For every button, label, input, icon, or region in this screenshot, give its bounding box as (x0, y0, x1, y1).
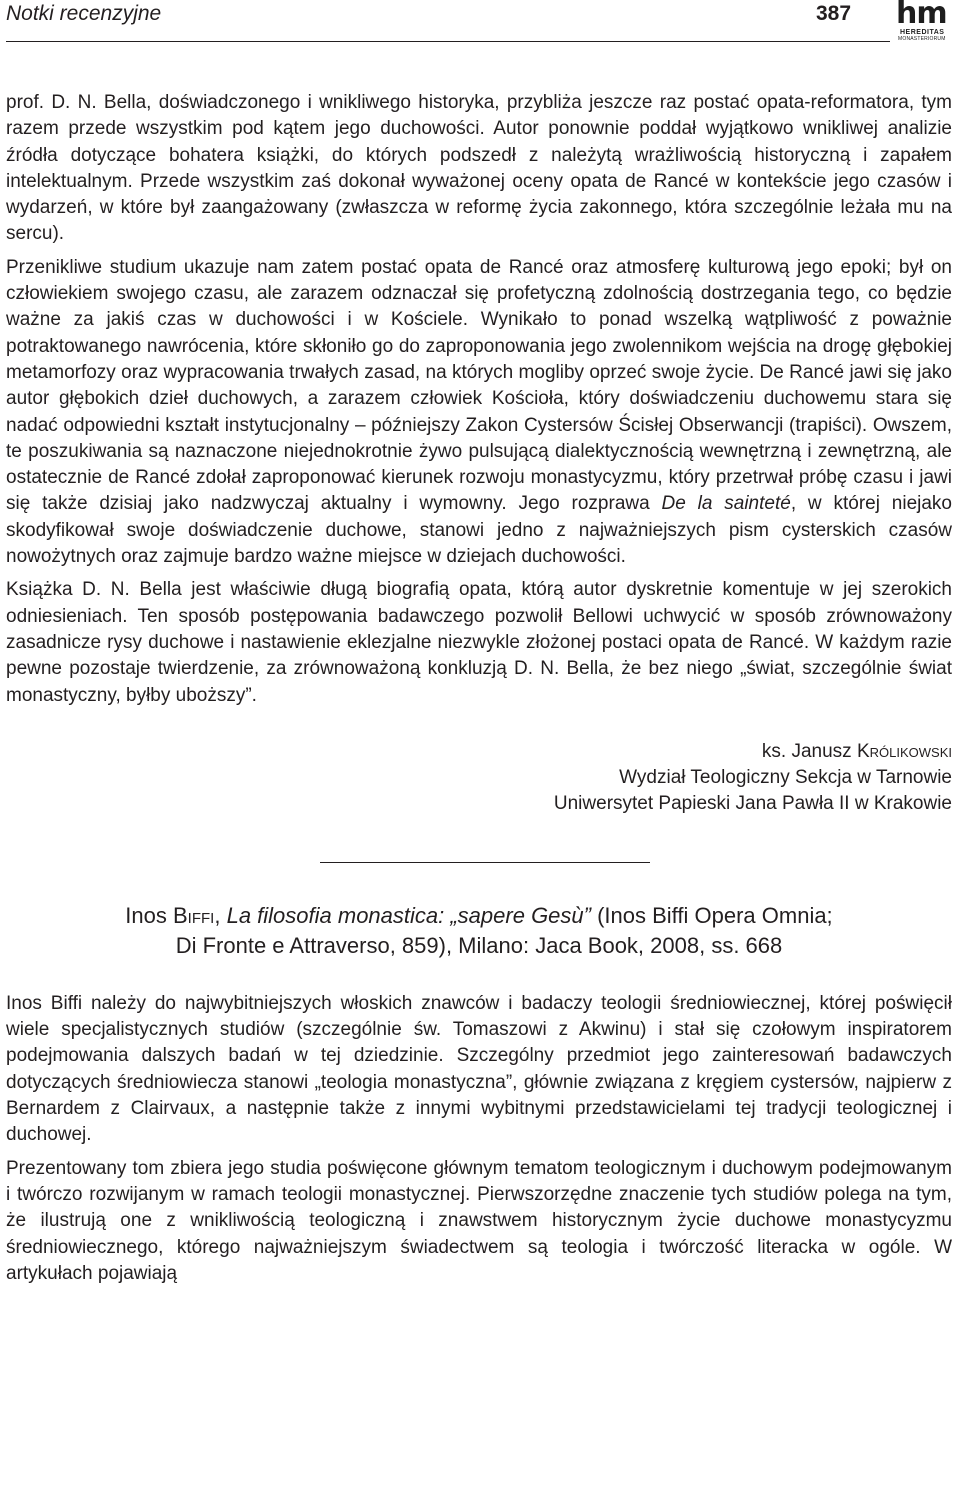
logo-text-monasteriorum: MONASTERIORUM (898, 36, 946, 42)
section-title: Notki recenzyjne (6, 2, 162, 25)
page-body (6, 90, 952, 1287)
review1-paragraph-2-text-b: , w której niejako skodyfikował swoje doświadczenie duchowe, stanowi jedno z najważniejszych pism cysterskich czasów nowożytnych oraz zajmuje bardzo ważne miejsce w dziejach duchowości. (6, 493, 952, 568)
reviewer-signature (6, 739, 952, 817)
work-title-italic: De la sainteté (661, 493, 791, 515)
header-divider (6, 41, 890, 42)
review2-paragraph-2: Prezentowany tom zbiera jego studia poświęcone głównym tematom teologicznym i duchowym podejmowanym i twórczo rozwijanym w ramach teologii monastycznej. Pierwszorzędne znaczenie tych studiów polega na tym, że ilustrują one z wnikliwością teologiczną i znawstwem historycznym życie duchowe monastycyzmu średniowiecznego, którego najważniejszym świadectwem są teologia i twórczość literacka w ogóle. W artykułach pojawiają (6, 1157, 952, 1284)
page-number: 387 (816, 2, 852, 25)
book-title (6, 901, 952, 961)
reviewer-name (6, 739, 952, 765)
reviewer-affiliation-1: Wydział Teologiczny Sekcja w Tarnowie (619, 766, 952, 788)
journal-logo (896, 0, 954, 43)
book-author-first: Inos (125, 902, 173, 928)
book-author-last: Biffi (173, 902, 215, 928)
reviewer-surname: Królikowski (856, 740, 952, 762)
book-work-title: La filosofia monastica: „sapere Gesù” (226, 902, 591, 928)
reviewer-first-name: ks. Janusz (761, 740, 857, 762)
review2-paragraph-1: Inos Biffi należy do najwybitniejszych włoskich znawców i badaczy teologii średniowiecznej, której poświęcił wiele specjalistycznych studiów (szczególnie św. Tomaszowi z Akwinu) i stał się czołowym inspiratorem podejmowania dalszych badań w tej dziedzinie. Szczególny przedmiot jego zainteresowań badawczych dotyczących średniowiecza stanowi „teologia monastyczna”, głównie związana z kręgiem cystersów, najpierw z Bernardem z Clairvaux, a następnie także z innymi wybitnymi przedstawicielami tej tradycji teologicznej i duchowej. (6, 992, 952, 1146)
review1-paragraph-2 (6, 255, 952, 571)
book-title-separator: , (214, 902, 227, 928)
book-title-line-2: Di Fronte e Attraverso, 859), Milano: Jaca Book, 2008, ss. 668 (175, 932, 783, 958)
book-series: (Inos Biffi Opera Omnia; (590, 902, 833, 928)
logo-text-hereditas: HEREDITAS (900, 29, 945, 36)
section-separator (320, 862, 650, 863)
review1-paragraph-3: Książka D. N. Bella jest właściwie długą biografią opata, którą autor dyskretnie komentuje w jej szerokich odniesieniach. Ten sposób postępowania badawczego pozwolił Bellowi uchwycić w sposób zrównoważony zasadnicze rysy duchowe i nastawienie eklezjalne niezwykle złożonej postaci opata de Rancé. W każdym razie pewne pozostaje twierdzenie, za zrównoważoną konkluzją D. N. Bella, że bez niego „świat, szczególnie świat monastyczny, byłby uboższy”. (6, 579, 952, 706)
logo-mark: hm (896, 0, 947, 31)
book-title-line-1 (6, 901, 952, 931)
review1-paragraph-1: prof. D. N. Bella, doświadczonego i wnikliwego historyka, przybliża jeszcze raz postać opata-reformatora, tym razem przede wszystkim pod kątem jego duchowości. Autor ponownie poddał wyjątkowo wnikliwej analizie źródła dotyczące bohatera książki, do których podszedł z należytą wrażliwością historyczną i zapałem intelektualnym. Przede wszystkim zaś dokonał wyważonej oceny opata de Rancé w kontekście jego czasów i wydarzeń, w które był zaangażowany (zwłaszcza w reformę życia zakonnego, która szczególnie leżała mu na sercu). (6, 92, 952, 245)
reviewer-affiliation-2: Uniwersytet Papieski Jana Pawła II w Krakowie (553, 792, 952, 814)
review1-paragraph-2-text-a: Przenikliwe studium ukazuje nam zatem postać opata de Rancé oraz atmosferę kulturową jego epoki; był on człowiekiem swojego czasu, ale zarazem odznaczał się profetyczną zdolnością dostrzegania tego, co będzie ważne za jakiś czas w duchowości i w Kościele. Wynikało to ponad wszelką wątpliwość z poważnie potraktowanego nawrócenia, które skłoniło go do zaproponowania jego zwolennikom wejścia na drogę głębokiej metamorfozy oraz wypracowania trwałych zasad, na których mogliby oprzeć swoje życie. De Rancé jawi się jako autor głębokich dzieł duchowych, a zarazem człowiek Kościoła, który doświadczeniu duchowemu stara się nadać odpowiedni kształt instytucjonalny – późniejszy Zakon Cystersów Ścisłej Obserwancji (trapiści). Owszem, te poszukiwania są naznaczone niejednokrotnie żywo pulsującą dialektycznością wewnętrzną i zewnętrzną, ale ostatecznie de Rancé zdołał zaproponować kierunek rozwoju monastycyzmu, który przetrwał próbę czasu i jawi się także dzisiaj jako nadzwyczaj aktualny i wymowny. Jego rozprawa (6, 256, 952, 515)
running-header (0, 0, 960, 46)
